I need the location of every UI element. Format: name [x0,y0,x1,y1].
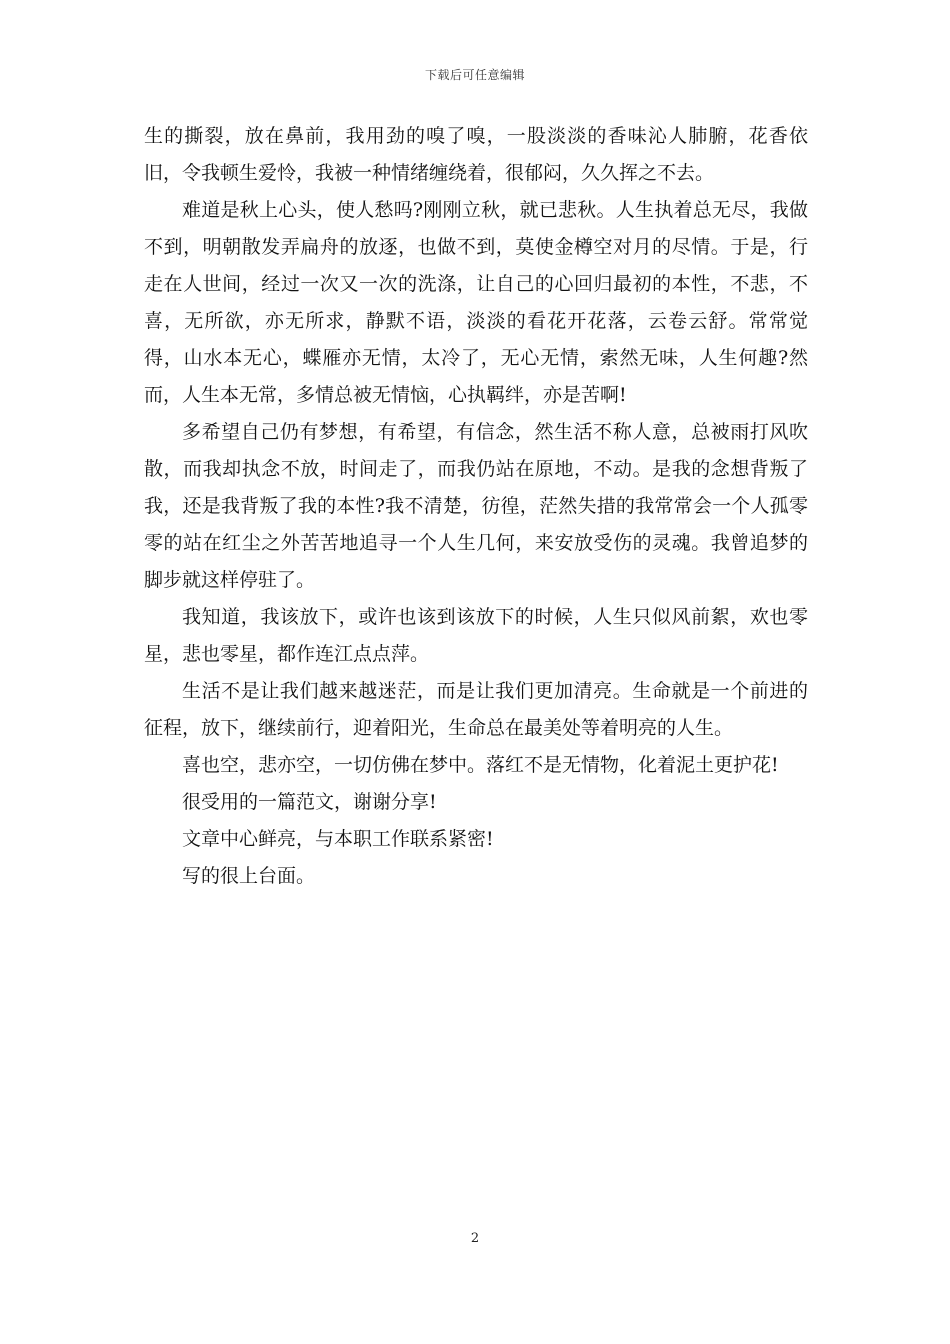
comment-2: 文章中心鲜亮，与本职工作联系紧密! [182,828,494,850]
paragraph-4: 我知道，我该放下，或许也该到该放下的时候，人生只似风前絮，欢也零星，悲也零星，都作连江点点萍。 [144,606,808,665]
comment-1: 很受用的一篇范文，谢谢分享! [182,791,437,813]
page-number: 2 [470,1231,480,1246]
body-text [144,118,808,895]
paragraph-5: 生活不是让我们越来越迷茫，而是让我们更加清亮。生命就是一个前进的征程，放下，继续前行，迎着阳光，生命总在最美处等着明亮的人生。 [144,680,808,739]
paragraph-6: 喜也空，悲亦空，一切仿佛在梦中。落红不是无情物，化着泥土更护花! [182,754,779,776]
comment-3: 写的很上台面。 [182,865,316,887]
header-note: 下载后可任意编辑 [424,68,525,82]
paragraph-1: 生的撕裂，放在鼻前，我用劲的嗅了嗅，一股淡淡的香味沁人肺腑，花香依旧，令我顿生爱怜，我被一种情绪缠绕着，很郁闷，久久挥之不去。 [144,125,808,184]
paragraph-3: 多希望自己仍有梦想，有希望，有信念，然生活不称人意，总被雨打风吹散，而我却执念不放，时间走了，而我仍站在原地，不动。是我的念想背叛了我，还是我背叛了我的本性?我不清楚，彷徨，茫然失措的我常常会一个人孤零零的站在红尘之外苦苦地追寻一个人生几何，来安放受伤的灵魂。我曾追梦的脚步就这样停驻了。 [144,421,808,591]
paragraph-2: 难道是秋上心头，使人愁吗?刚刚立秋，就已悲秋。人生执着总无尽，我做不到，明朝散发弄扁舟的放逐，也做不到，莫使金樽空对月的尽情。于是，行走在人世间，经过一次又一次的洗涤，让自己的心回归最初的本性，不悲，不喜，无所欲，亦无所求，静默不语，淡淡的看花开花落，云卷云舒。常常觉得，山水本无心，蝶雁亦无情，太冷了，无心无情，索然无味，人生何趣?然而，人生本无常，多情总被无情恼，心执羁绊，亦是苦啊! [144,199,808,406]
